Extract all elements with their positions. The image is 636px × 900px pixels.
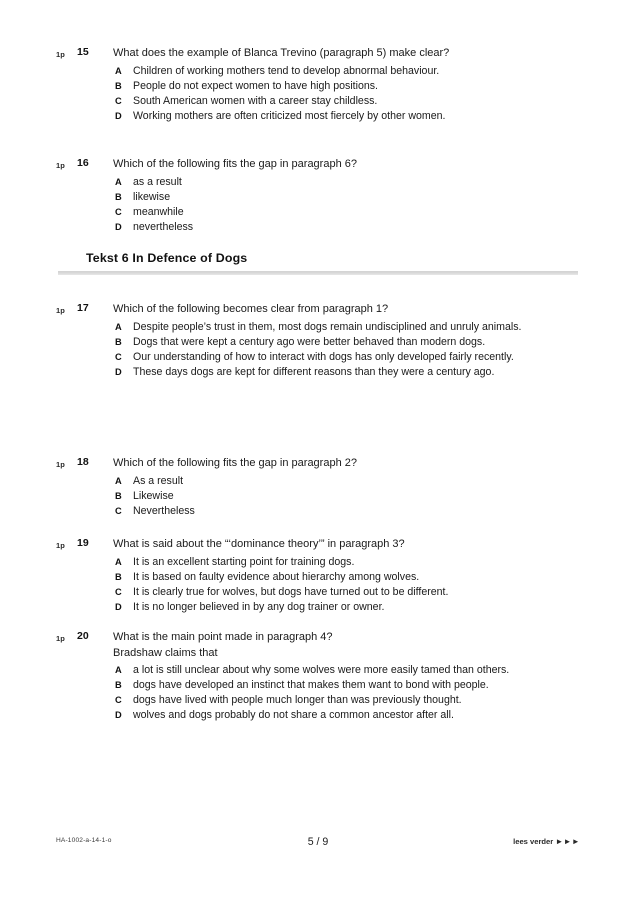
points-label: 1p [56, 306, 65, 315]
option-text: People do not expect women to have high positions. [133, 79, 378, 92]
question-number: 18 [77, 456, 89, 468]
question-block-16 [0, 157, 636, 235]
options-list [0, 175, 636, 235]
option-letter: A [115, 321, 122, 332]
question-text: What does the example of Blanca Trevino (paragraph 5) make clear? [113, 47, 450, 59]
option-item[interactable] [115, 678, 636, 693]
option-letter: C [115, 351, 122, 362]
question-header [0, 157, 636, 173]
options-list [0, 320, 636, 380]
option-text: nevertheless [133, 220, 194, 233]
points-label: 1p [56, 50, 65, 59]
option-text: Nevertheless [133, 504, 195, 517]
option-text: Working mothers are often criticized most fiercely by other women. [133, 109, 446, 122]
option-letter: A [115, 665, 122, 675]
option-text: Despite people’s trust in them, most dogs remain undisciplined and unruly animals. [133, 320, 522, 333]
option-item[interactable] [115, 474, 636, 489]
question-header [0, 302, 636, 318]
option-letter: B [115, 571, 122, 582]
question-header [0, 630, 636, 646]
question-header [0, 46, 636, 62]
option-item[interactable] [115, 175, 636, 190]
option-text: Likewise [133, 489, 174, 502]
question-block-19 [0, 537, 636, 615]
option-text: Dogs that were kept a century ago were better behaved than modern dogs. [133, 335, 486, 348]
option-item[interactable] [115, 570, 636, 585]
option-letter: C [115, 586, 122, 597]
option-item[interactable] [115, 220, 636, 235]
option-item[interactable] [115, 190, 636, 205]
option-text: likewise [133, 190, 171, 203]
option-text: dogs have lived with people much longer than was previously thought. [133, 694, 462, 706]
option-text: It is clearly true for wolves, but dogs have turned out to be different. [133, 585, 449, 598]
option-letter: D [115, 710, 122, 720]
option-text: As a result [133, 474, 184, 487]
option-text: wolves and dogs probably do not share a common ancestor after all. [133, 709, 454, 721]
option-letter: D [115, 110, 122, 121]
question-block-20 [0, 630, 636, 723]
question-number: 20 [77, 630, 89, 642]
option-item[interactable] [115, 504, 636, 519]
option-letter: A [115, 475, 122, 486]
question-text: Which of the following fits the gap in paragraph 6? [113, 158, 357, 170]
option-item[interactable] [115, 335, 636, 350]
option-letter: B [115, 191, 122, 202]
option-item[interactable] [115, 365, 636, 380]
option-letter: B [115, 80, 122, 91]
option-item[interactable] [115, 708, 636, 723]
option-item[interactable] [115, 489, 636, 504]
option-letter: A [115, 176, 122, 187]
options-list [0, 555, 636, 615]
section-title: Tekst 6 In Defence of Dogs [86, 251, 248, 265]
question-header [0, 537, 636, 553]
option-text: South American women with a career stay childless. [133, 94, 378, 107]
option-item[interactable] [115, 320, 636, 335]
option-item[interactable] [115, 109, 636, 124]
option-letter: D [115, 221, 122, 232]
option-text: as a result [133, 175, 182, 188]
option-text: It is no longer believed in by any dog trainer or owner. [133, 600, 385, 613]
option-item[interactable] [115, 94, 636, 109]
question-block-15 [0, 46, 636, 124]
option-text: Children of working mothers tend to develop abnormal behaviour. [133, 64, 440, 77]
triple-right-arrow-icon: ►►► [555, 837, 580, 846]
option-text: meanwhile [133, 205, 184, 218]
points-label: 1p [56, 161, 65, 170]
option-letter: C [115, 505, 122, 516]
options-list [0, 64, 636, 124]
continue-label: lees verder [513, 837, 554, 846]
question-text: Which of the following becomes clear from paragraph 1? [113, 303, 389, 315]
option-text: a lot is still unclear about why some wolves were more easily tamed than others. [133, 664, 510, 676]
option-item[interactable] [115, 555, 636, 570]
option-letter: A [115, 556, 122, 567]
option-item[interactable] [115, 64, 636, 79]
option-item[interactable] [115, 205, 636, 220]
option-letter: C [115, 206, 122, 217]
options-list [0, 663, 636, 723]
option-letter: D [115, 601, 122, 612]
option-item[interactable] [115, 350, 636, 365]
section-header [0, 251, 636, 265]
option-text: It is an excellent starting point for training dogs. [133, 555, 355, 568]
option-item[interactable] [115, 79, 636, 94]
option-letter: B [115, 336, 122, 347]
page-number: 5 / 9 [307, 836, 329, 848]
points-label: 1p [56, 460, 65, 469]
question-text: Which of the following fits the gap in paragraph 2? [113, 457, 357, 469]
option-text: These days dogs are kept for different reasons than they were a century ago. [133, 365, 495, 378]
question-header [0, 456, 636, 472]
option-letter: B [115, 680, 122, 690]
question-number: 19 [77, 537, 89, 549]
option-letter: C [115, 95, 122, 106]
option-letter: A [115, 65, 122, 76]
points-label: 1p [56, 634, 65, 643]
question-text: What is said about the “‘dominance theory’” in paragraph 3? [113, 538, 405, 550]
continue-notice [513, 837, 580, 846]
option-letter: C [115, 695, 122, 705]
question-block-18 [0, 456, 636, 519]
option-letter: D [115, 366, 122, 377]
section-divider [58, 271, 578, 275]
option-letter: B [115, 490, 122, 501]
option-text: It is based on faulty evidence about hierarchy among wolves. [133, 570, 420, 583]
options-list [0, 474, 636, 519]
page-footer [0, 836, 636, 856]
option-item[interactable] [115, 585, 636, 600]
option-item[interactable] [115, 663, 636, 678]
option-item[interactable] [115, 693, 636, 708]
question-block-17 [0, 302, 636, 380]
question-number: 16 [77, 157, 89, 169]
question-number: 17 [77, 302, 89, 314]
question-text: What is the main point made in paragraph 4? [113, 631, 333, 643]
points-label: 1p [56, 541, 65, 550]
question-number: 15 [77, 46, 89, 58]
option-item[interactable] [115, 600, 636, 615]
question-stem: Bradshaw claims that [113, 646, 218, 659]
option-text: Our understanding of how to interact with dogs has only developed fairly recently. [133, 350, 514, 363]
option-text: dogs have developed an instinct that makes them want to bond with people. [133, 679, 489, 691]
exam-code: HA-1002-a-14-1-o [56, 837, 112, 844]
